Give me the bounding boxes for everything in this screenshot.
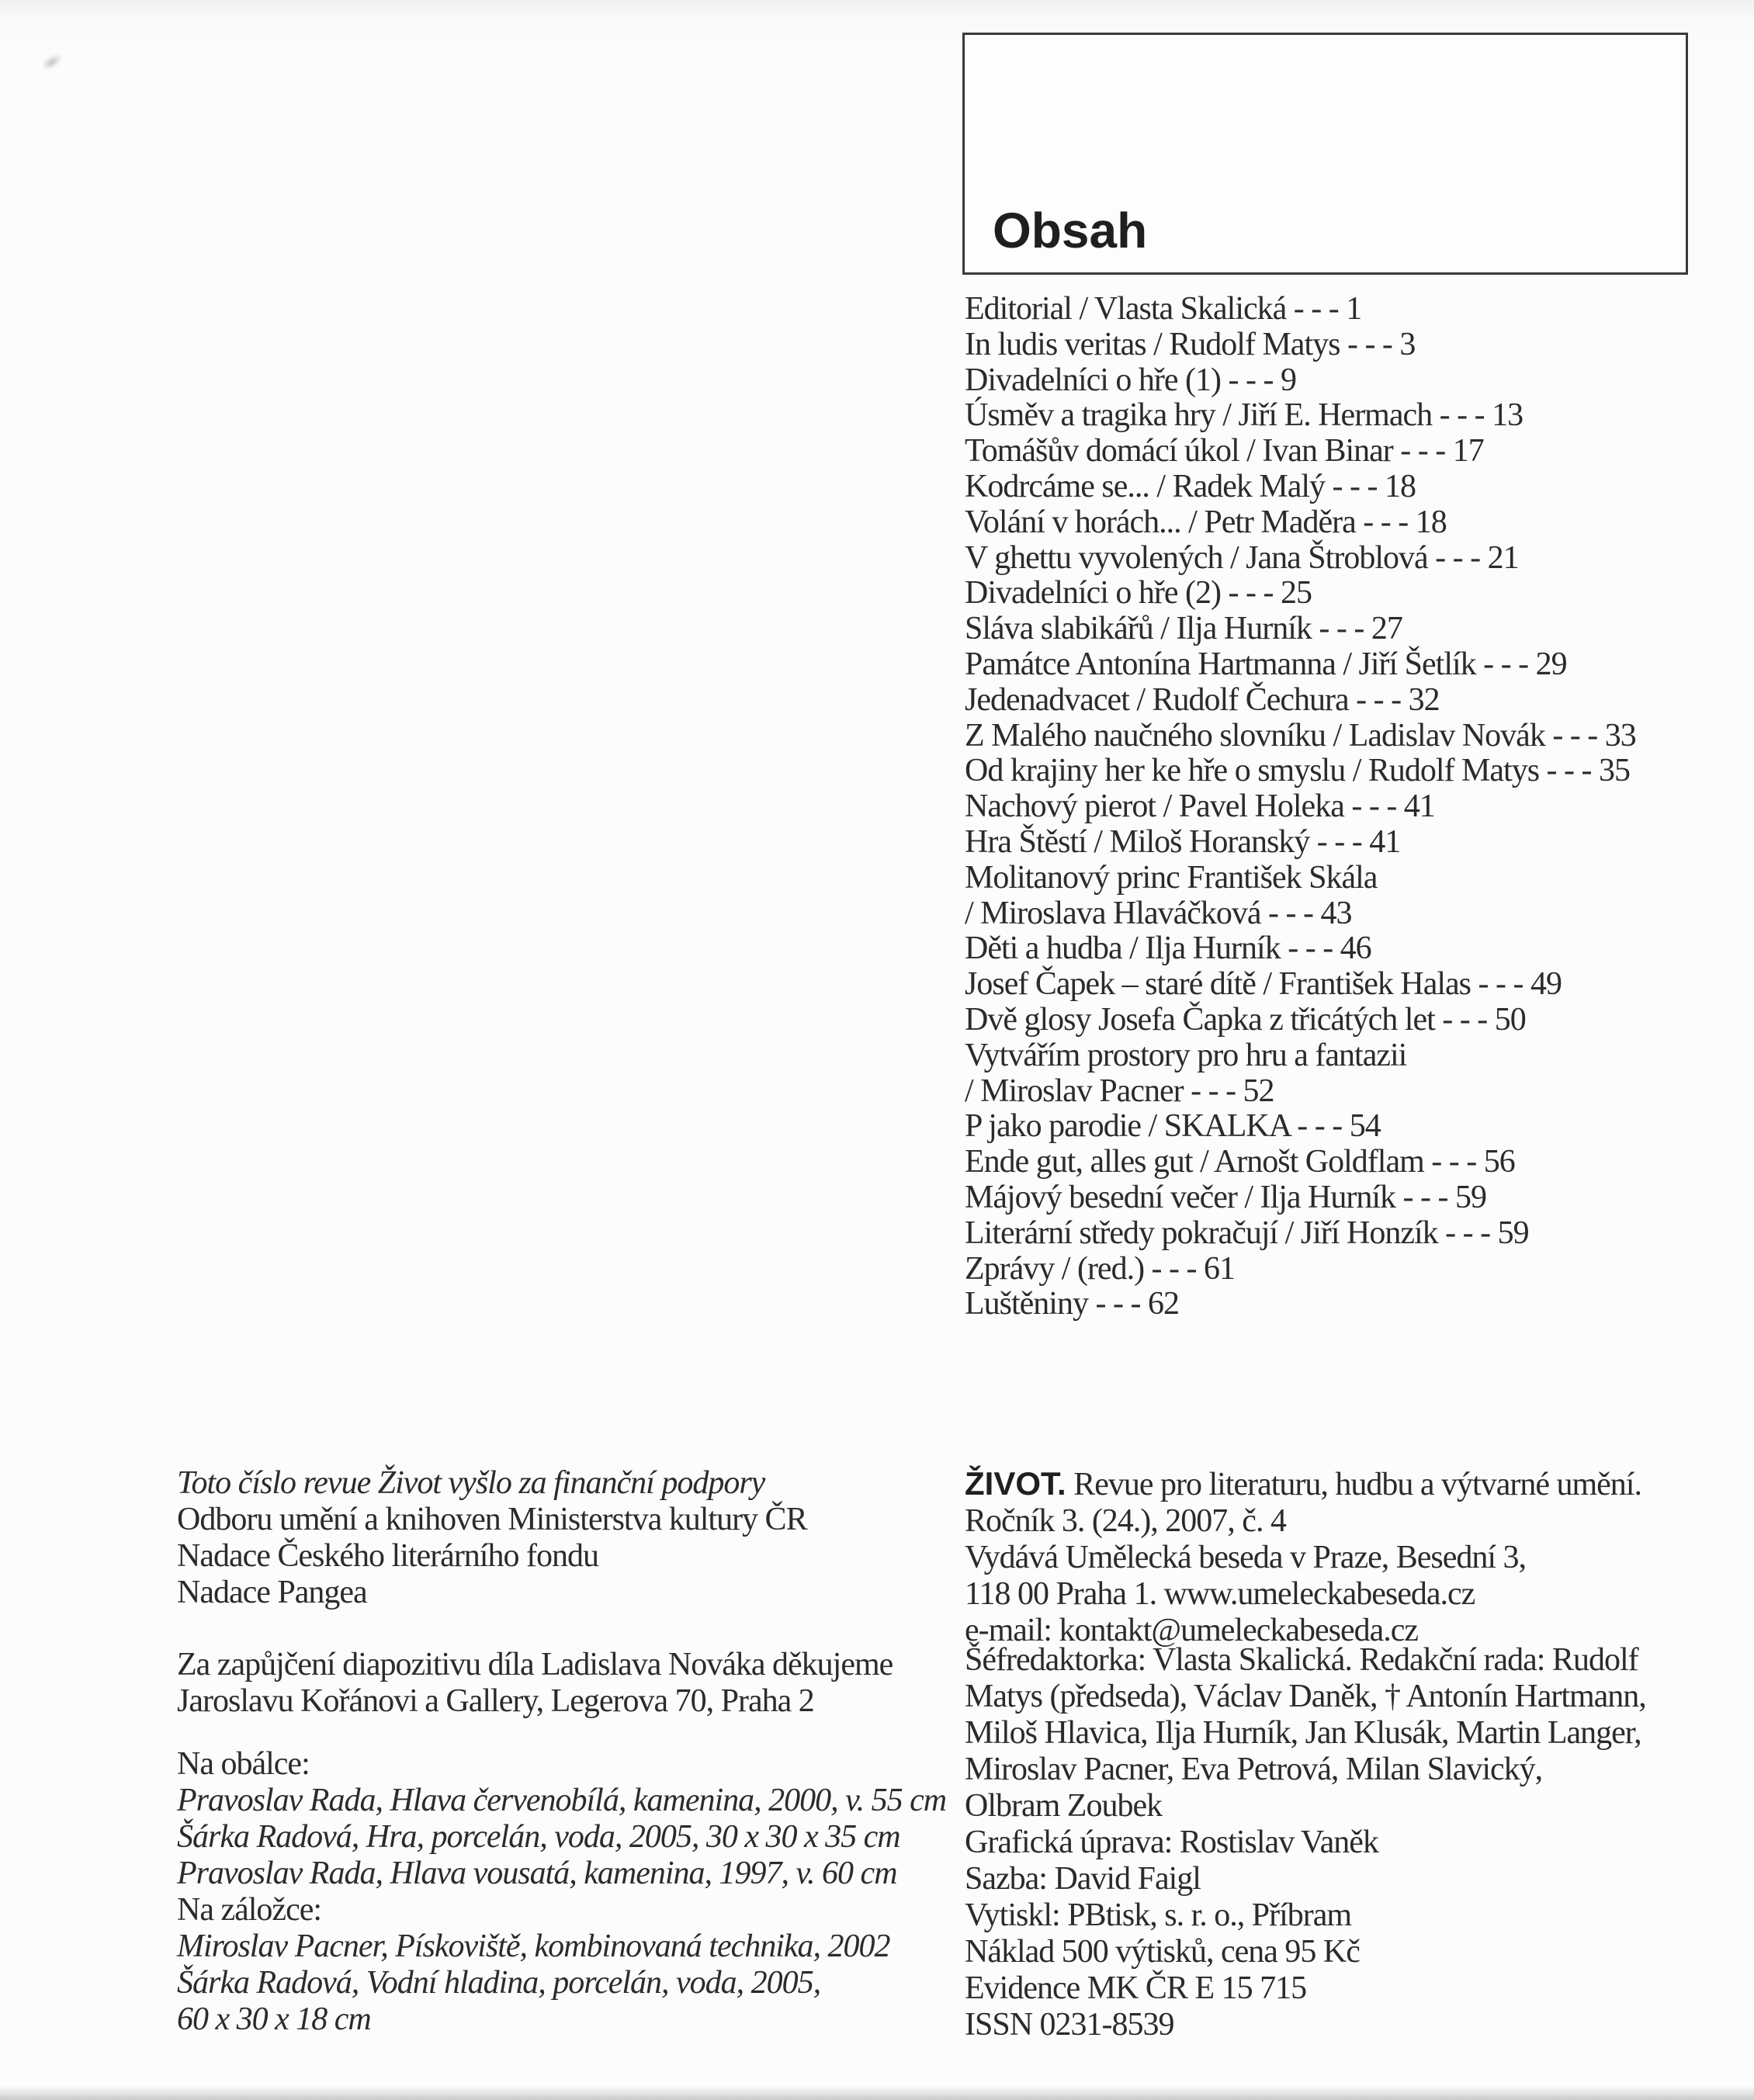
text-line: Šárka Radová, Vodní hladina, porcelán, voda, 2005, [177, 1965, 821, 2001]
toc-entry: Sláva slabikářů / Ilja Hurník - - - 27 [965, 611, 1402, 647]
text-line: Odboru umění a knihoven Ministerstva kultury ČR [177, 1502, 807, 1537]
text-line: Jaroslavu Kořánovi a Gallery, Legerova 70, Praha 2 [177, 1683, 814, 1719]
toc-entry: P jako parodie / SKALKA - - - 54 [965, 1108, 1381, 1145]
toc-entry: Divadelníci o hře (1) - - - 9 [965, 362, 1296, 398]
toc-entry: V ghettu vyvolených / Jana Štroblová - - - 21 [965, 539, 1519, 576]
loan-acknowledgement [177, 1647, 893, 1720]
journal-name: ŽIVOT. [965, 1465, 1066, 1502]
toc-entry: / Miroslava Hlaváčková - - - 43 [965, 895, 1352, 931]
text-line: Matys (předseda), Václav Daněk, † Antonín Hartmann, [965, 1679, 1646, 1714]
text-line: Toto číslo revue Život vyšlo za finanční podpory [177, 1465, 765, 1501]
text-line: Grafická úprava: Rostislav Vaněk [965, 1825, 1378, 1860]
text-line: Nadace Pangea [177, 1575, 367, 1610]
toc-entry: Literární středy pokračují / Jiří Honzík - - - 59 [965, 1215, 1529, 1251]
toc-entry: Zprávy / (red.) - - - 61 [965, 1250, 1236, 1287]
text-line: Vydává Umělecká beseda v Praze, Besední 3, [965, 1540, 1527, 1575]
text-line: Miroslav Pacner, Pískoviště, kombinovaná technika, 2002 [177, 1928, 890, 1964]
text-line: Ročník 3. (24.), 2007, č. 4 [965, 1503, 1286, 1539]
text-line: Pravoslav Rada, Hlava vousatá, kamenina, 1997, v. 60 cm [177, 1856, 897, 1891]
toc-entry: Volání v horách... / Petr Maděra - - - 18 [965, 504, 1447, 540]
text-line: ŽIVOT. Revue pro literaturu, hudbu a výtvarné umění. [965, 1465, 1641, 1502]
toc-entry: Památce Antonína Hartmanna / Jiří Šetlík - - - 29 [965, 646, 1567, 682]
text-line: 60 x 30 x 18 cm [177, 2001, 371, 2037]
text-line: Náklad 500 výtisků, cena 95 Kč [965, 1934, 1360, 1970]
toc-entry: Josef Čapek – staré dítě / František Halas - - - 49 [965, 966, 1562, 1003]
contents-title-box [962, 33, 1688, 275]
funding-credits [177, 1465, 807, 1611]
text-line: Na záložce: [177, 1892, 322, 1928]
text-line: 118 00 Praha 1. www.umeleckabeseda.cz [965, 1576, 1475, 1612]
toc-entry: Luštěniny - - - 62 [965, 1286, 1179, 1322]
text-line: Nadace Českého literárního fondu [177, 1538, 598, 1574]
text-line: Evidence MK ČR E 15 715 [965, 1970, 1307, 2006]
editorial-staff-colophon [965, 1642, 1646, 2043]
toc-entry: Z Malého naučného slovníku / Ladislav Novák - - - 33 [965, 717, 1636, 754]
toc-entry: Tomášův domácí úkol / Ivan Binar - - - 17 [965, 433, 1484, 470]
toc-entry: Kodrcáme se... / Radek Malý - - - 18 [965, 468, 1416, 504]
toc-entry: In ludis veritas / Rudolf Matys - - - 3 [965, 326, 1416, 362]
text-line: ISSN 0231-8539 [965, 2007, 1174, 2043]
text-line: Šéfredaktorka: Vlasta Skalická. Redakční rada: Rudolf [965, 1642, 1638, 1678]
toc-entry: Děti a hudba / Ilja Hurník - - - 46 [965, 930, 1371, 967]
text-line: Miloš Hlavica, Ilja Hurník, Jan Klusák, Martin Langer, [965, 1715, 1641, 1751]
toc-entry: Ende gut, alles gut / Arnošt Goldflam - - - 56 [965, 1144, 1515, 1180]
toc-entry: Editorial / Vlasta Skalická - - - 1 [965, 291, 1362, 327]
toc-entry: Hra Štěstí / Miloš Horanský - - - 41 [965, 823, 1401, 860]
toc-entry: Vytvářím prostory pro hru a fantazii [965, 1037, 1407, 1073]
toc-entry: Májový besední večer / Ilja Hurník - - - 59 [965, 1179, 1486, 1215]
toc-entry: / Miroslav Pacner - - - 52 [965, 1073, 1274, 1109]
text-line: Šárka Radová, Hra, porcelán, voda, 2005, 30 x 30 x 35 cm [177, 1819, 900, 1855]
toc-entry: Od krajiny her ke hře o smyslu / Rudolf Matys - - - 35 [965, 753, 1631, 789]
toc-entry: Dvě glosy Josefa Čapka z třicátých let - - - 50 [965, 1001, 1526, 1038]
text-line: Miroslav Pacner, Eva Petrová, Milan Slavický, [965, 1752, 1543, 1787]
text-line: e-mail: kontakt@umeleckabeseda.cz [965, 1613, 1419, 1648]
toc-entry: Molitanový princ František Skála [965, 859, 1378, 896]
toc-entry: Jedenadvacet / Rudolf Čechura - - - 32 [965, 681, 1440, 718]
page-title: Obsah [993, 203, 1148, 258]
text-line: Vytiskl: PBtisk, s. r. o., Příbram [965, 1897, 1352, 1933]
toc-entry: Divadelníci o hře (2) - - - 25 [965, 575, 1312, 612]
scan-edge-shadow [0, 2086, 1754, 2100]
toc-entry: Úsměv a tragika hry / Jiří E. Hermach - - - 13 [965, 397, 1523, 434]
journal-imprint [965, 1465, 1641, 1649]
text-line: Na obálce: [177, 1746, 310, 1782]
cover-artwork-credits [177, 1746, 946, 2038]
toc-entry: Nachový pierot / Pavel Holeka - - - 41 [965, 788, 1435, 825]
text-line: Sazba: David Faigl [965, 1861, 1201, 1897]
toc-list [965, 292, 1636, 1322]
text-line: Za zapůjčení diapozitivu díla Ladislava Nováka děkujeme [177, 1647, 893, 1682]
text-line: Pravoslav Rada, Hlava červenobílá, kamenina, 2000, v. 55 cm [177, 1783, 947, 1818]
text-line: Olbram Zoubek [965, 1788, 1163, 1824]
scan-artifact [39, 50, 65, 73]
